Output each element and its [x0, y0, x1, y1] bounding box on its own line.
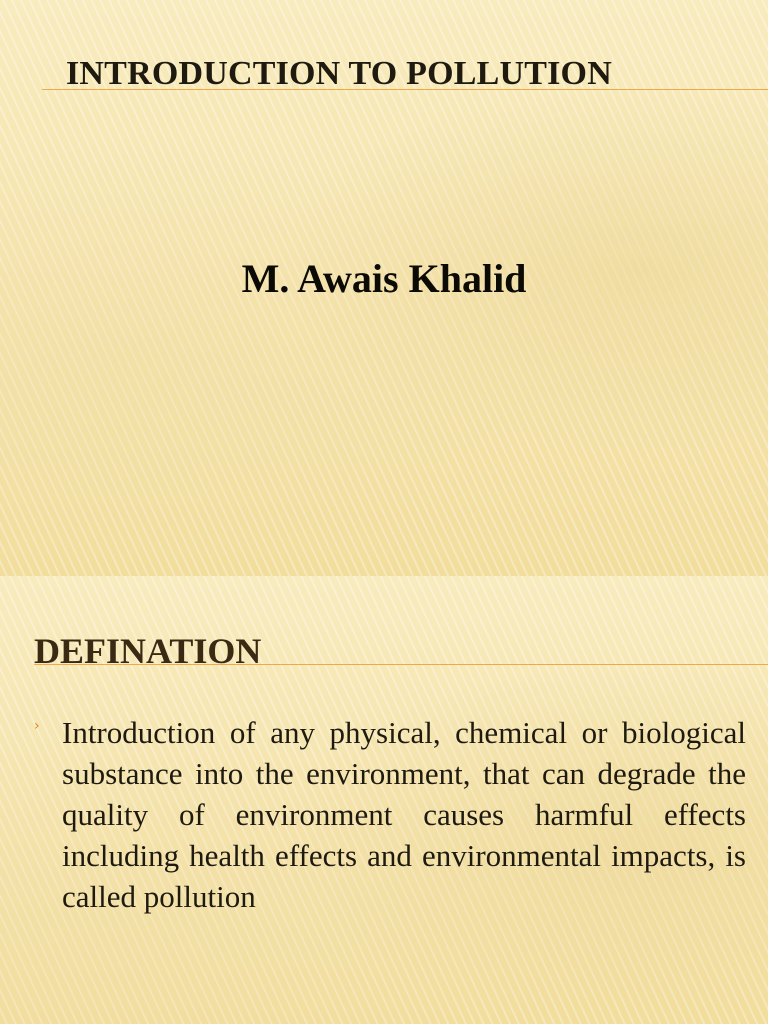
heading-underline	[34, 664, 768, 665]
definition-text: Introduction of any physical, chemical or biological substance into the environment, that can degrade the quality of environment causes harmful effects including health effects and environmental impacts, is called pollution	[62, 715, 746, 914]
author-name: M. Awais Khalid	[241, 256, 527, 301]
slide-title: INTRODUCTION TO POLLUTION	[66, 55, 612, 92]
slide-heading: DEFINATION	[34, 631, 262, 671]
bullet-icon: ›	[34, 718, 40, 734]
definition-slide	[0, 576, 768, 1024]
title-underline	[42, 89, 768, 90]
bullet-list	[34, 712, 746, 917]
list-item	[34, 712, 746, 917]
